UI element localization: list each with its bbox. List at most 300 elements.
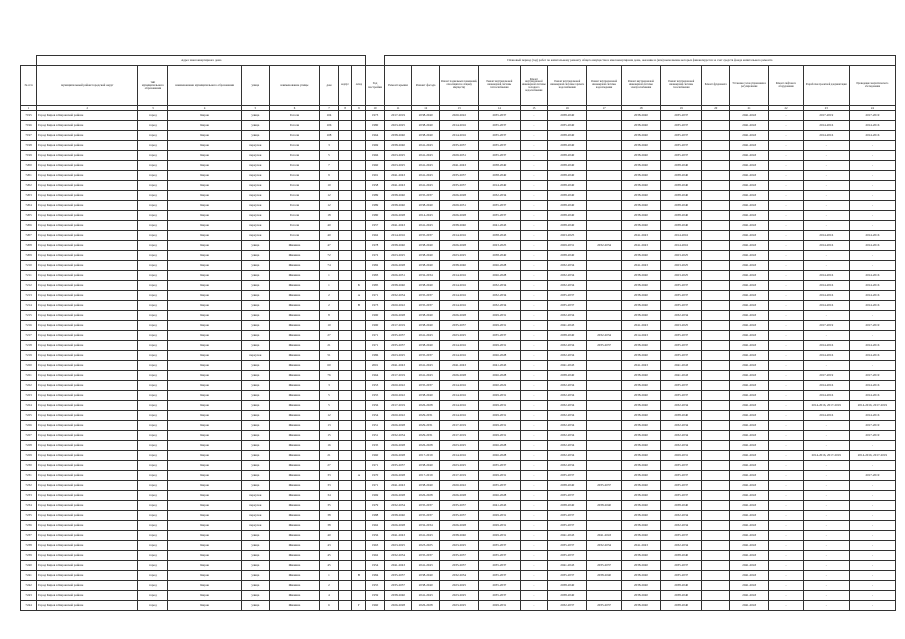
table-cell: -: [803, 591, 849, 601]
table-cell: 2041-2043: [548, 531, 587, 541]
table-row: [21, 591, 896, 601]
table-cell: город: [138, 521, 168, 531]
table-cell: 2035-2037: [479, 111, 520, 121]
table-cell: [587, 131, 622, 141]
table-cell: -: [803, 201, 849, 211]
table-cell: 2041-2043: [730, 331, 769, 341]
table-cell: 60: [320, 361, 338, 371]
table-cell: город: [138, 471, 168, 481]
table-cell: Киров: [168, 601, 242, 611]
table-cell: [338, 551, 352, 561]
col-liter-header: литер: [352, 66, 366, 106]
header-blank: [21, 56, 37, 66]
table-cell: [338, 581, 352, 591]
table-cell: 2038-2040: [621, 381, 660, 391]
table-row: [21, 461, 896, 471]
table-cell: [338, 331, 352, 341]
table-row: [21, 391, 896, 401]
col-facade-header: Ремонт фасада: [412, 66, 440, 106]
col-street-header: наименование улицы: [269, 66, 320, 106]
table-cell: 2026-2028: [384, 451, 412, 461]
table-cell: 2035-2037: [548, 471, 587, 481]
table-cell: Город Киров в Кировской районе: [37, 481, 138, 491]
table-row: [21, 311, 896, 321]
table-cell: 2038-2040: [621, 111, 660, 121]
table-cell: 1986: [366, 351, 384, 361]
table-cell: [587, 291, 622, 301]
table-cell: 2023-2025: [661, 321, 702, 331]
table-cell: 2035-2037: [548, 521, 587, 531]
table-cell: [587, 301, 622, 311]
table-cell: 2038-2040: [621, 441, 660, 451]
table-cell: Киров: [168, 251, 242, 261]
table-cell: Жижина: [269, 271, 320, 281]
table-cell: 9: [320, 171, 338, 181]
table-cell: 2029-2031: [479, 341, 520, 351]
table-cell: 72: [320, 251, 338, 261]
table-cell: город: [138, 241, 168, 251]
table-cell: -: [520, 201, 548, 211]
table-cell: город: [138, 171, 168, 181]
table-cell: 1989: [366, 191, 384, 201]
column-number-cell: 21: [730, 106, 769, 111]
table-cell: Жижина: [269, 381, 320, 391]
table-cell: 2038-2040: [548, 201, 587, 211]
table-cell: Киров: [168, 351, 242, 361]
table-cell: город: [138, 321, 168, 331]
table-cell: 2038-2040: [621, 411, 660, 421]
table-cell: 2038-2040: [548, 131, 587, 141]
table-cell: 7220: [21, 361, 37, 371]
column-number-cell: 11: [384, 106, 412, 111]
table-cell: [587, 581, 622, 591]
table-cell: [338, 571, 352, 581]
table-cell: 2041-2043: [412, 161, 440, 171]
table-cell: 2017-2019: [412, 451, 440, 461]
table-cell: -: [849, 151, 895, 161]
table-cell: 1954: [366, 411, 384, 421]
table-cell: [702, 501, 730, 511]
table-cell: 2035-2037: [661, 571, 702, 581]
table-cell: -: [849, 561, 895, 571]
table-cell: 2038-2040: [621, 581, 660, 591]
table-cell: 7226: [21, 421, 37, 431]
table-cell: 2014-2016: [440, 381, 479, 391]
table-row: [21, 191, 896, 201]
table-cell: 7218: [21, 341, 37, 351]
table-cell: 45: [320, 561, 338, 571]
table-cell: Город Киров в Кировской районе: [37, 551, 138, 561]
table-cell: 2023-2025: [479, 241, 520, 251]
table-cell: 2032-2034: [384, 431, 412, 441]
table-cell: Киров: [168, 121, 242, 131]
table-cell: 2014-2016: [849, 301, 895, 311]
table-cell: 2038-2040: [412, 201, 440, 211]
table-cell: 2041-2043: [730, 511, 769, 521]
table-cell: -: [849, 201, 895, 211]
table-cell: [338, 201, 352, 211]
table-cell: 2041-2043: [548, 361, 587, 371]
table-cell: переулок: [242, 171, 270, 181]
table-cell: 2041-2043: [730, 201, 769, 211]
column-number-cell: 24: [849, 106, 895, 111]
column-number-cell: 16: [548, 106, 587, 111]
table-cell: 5: [320, 401, 338, 411]
table-cell: [338, 241, 352, 251]
table-cell: 2035-2037: [661, 351, 702, 361]
table-cell: [702, 461, 730, 471]
table-cell: -: [769, 231, 804, 241]
table-cell: 2038-2040: [548, 581, 587, 591]
table-cell: Жижина: [269, 291, 320, 301]
table-cell: -: [520, 351, 548, 361]
table-cell: -: [849, 171, 895, 181]
table-cell: 2014-2043: [621, 331, 660, 341]
table-cell: 2014-2016: [803, 241, 849, 251]
table-cell: 7233: [21, 491, 37, 501]
table-cell: город: [138, 421, 168, 431]
column-number-cell: 7: [320, 106, 338, 111]
table-cell: 2035-2037: [548, 541, 587, 551]
table-cell: 2035-2037: [412, 511, 440, 521]
table-cell: Жижина: [269, 321, 320, 331]
table-cell: переулок: [242, 521, 270, 531]
table-cell: [587, 551, 622, 561]
table-cell: 2041-2043: [730, 491, 769, 501]
table-cell: Гоголя: [269, 121, 320, 131]
table-cell: 2041-2043: [384, 531, 412, 541]
table-cell: 2035-2037: [412, 231, 440, 241]
table-cell: -: [520, 471, 548, 481]
table-cell: 2038-2040: [661, 211, 702, 221]
table-cell: Киров: [168, 141, 242, 151]
table-cell: 1972: [366, 251, 384, 261]
table-cell: 40: [320, 221, 338, 231]
table-cell: 1960: [366, 161, 384, 171]
table-cell: Жижина: [269, 431, 320, 441]
table-cell: Киров: [168, 191, 242, 201]
table-cell: 2014-2016: [803, 301, 849, 311]
table-cell: 2026-2028: [479, 491, 520, 501]
table-cell: 2029-2031: [479, 391, 520, 401]
table-cell: Киров: [168, 301, 242, 311]
table-cell: 2026-2028: [412, 601, 440, 611]
table-cell: 2035-2037: [661, 461, 702, 471]
table-cell: [338, 421, 352, 431]
table-cell: 2038-2040: [621, 211, 660, 221]
table-cell: 2038-2040: [384, 141, 412, 151]
table-cell: город: [138, 311, 168, 321]
table-cell: 2032-2034: [661, 521, 702, 531]
table-cell: 2041-2043: [730, 451, 769, 461]
table-cell: 6: [320, 601, 338, 611]
table-cell: -: [769, 161, 804, 171]
table-cell: 7210: [21, 261, 37, 271]
table-cell: 2035-2037: [412, 501, 440, 511]
table-cell: 7198: [21, 141, 37, 151]
table-cell: Город Киров в Кировской районе: [37, 541, 138, 551]
table-cell: 2026-2028: [384, 491, 412, 501]
table-cell: улица: [242, 271, 270, 281]
table-cell: 21: [320, 341, 338, 351]
table-cell: 1951: [366, 421, 384, 431]
table-cell: [352, 391, 366, 401]
table-cell: Город Киров в Кировской районе: [37, 291, 138, 301]
table-cell: Жижина: [269, 341, 320, 351]
table-cell: 2041-2043: [412, 181, 440, 191]
table-cell: 2041-2043: [730, 291, 769, 301]
table-cell: 7207: [21, 231, 37, 241]
table-cell: переулок: [242, 511, 270, 521]
table-cell: Киров: [168, 391, 242, 401]
table-cell: улица: [242, 341, 270, 351]
table-cell: 2038-2040: [621, 461, 660, 471]
table-cell: В: [352, 301, 366, 311]
table-cell: Гоголя: [269, 111, 320, 121]
table-cell: [702, 341, 730, 351]
col-meters-header: Установка узлов управления и регулирования: [730, 66, 769, 106]
table-cell: -: [769, 501, 804, 511]
table-cell: 2026-2028: [479, 371, 520, 381]
table-cell: 35: [320, 501, 338, 511]
table-cell: Киров: [168, 441, 242, 451]
table-cell: Гоголя: [269, 181, 320, 191]
table-cell: 2014-2016: [803, 271, 849, 281]
table-cell: -: [849, 211, 895, 221]
table-cell: 7237: [21, 531, 37, 541]
table-cell: город: [138, 351, 168, 361]
table-cell: 2035-2037: [587, 561, 622, 571]
table-cell: -: [520, 281, 548, 291]
table-row: [21, 251, 896, 261]
table-cell: 2014-2016: [849, 271, 895, 281]
table-cell: 2029-2031: [479, 421, 520, 431]
table-cell: [352, 491, 366, 501]
column-number-cell: 23: [803, 106, 849, 111]
table-cell: 10: [320, 181, 338, 191]
table-cell: -: [803, 361, 849, 371]
table-cell: 2029-2031: [479, 471, 520, 481]
table-cell: 2038-2040: [479, 171, 520, 181]
table-cell: город: [138, 271, 168, 281]
table-cell: 2026-2028: [384, 421, 412, 431]
table-cell: -: [769, 491, 804, 501]
table-cell: 2017-2019: [849, 471, 895, 481]
table-cell: 18: [320, 211, 338, 221]
table-cell: Киров: [168, 401, 242, 411]
table-cell: 2038-2040: [548, 191, 587, 201]
table-cell: переулок: [242, 141, 270, 151]
table-cell: -: [520, 211, 548, 221]
table-cell: 2038-2040: [621, 181, 660, 191]
table-cell: 2038-2040: [548, 141, 587, 151]
table-cell: 2041-2043: [384, 221, 412, 231]
table-cell: 2032-2034: [548, 441, 587, 451]
col-design-header: Разработка проектной документации: [803, 66, 849, 106]
table-cell: -: [803, 461, 849, 471]
col-roof-header: Ремонт крыши: [384, 66, 412, 106]
table-cell: Киров: [168, 181, 242, 191]
table-cell: Киров: [168, 521, 242, 531]
table-cell: 2026-2028: [440, 521, 479, 531]
table-cell: 1966: [366, 151, 384, 161]
table-cell: город: [138, 601, 168, 611]
table-cell: [702, 351, 730, 361]
table-cell: -: [769, 291, 804, 301]
table-cell: Город Киров в Кировской районе: [37, 191, 138, 201]
table-cell: Гоголя: [269, 131, 320, 141]
table-cell: 1953: [366, 381, 384, 391]
table-cell: улица: [242, 241, 270, 251]
table-cell: Киров: [168, 221, 242, 231]
table-cell: улица: [242, 281, 270, 291]
table-cell: Жижина: [269, 481, 320, 491]
table-cell: Киров: [168, 241, 242, 251]
table-cell: 7197: [21, 131, 37, 141]
table-cell: -: [769, 571, 804, 581]
table-cell: 2041-2043: [730, 601, 769, 611]
table-cell: 2035-2037: [440, 511, 479, 521]
table-cell: 2041-2043: [730, 341, 769, 351]
table-cell: -: [849, 221, 895, 231]
table-cell: улица: [242, 361, 270, 371]
table-cell: 2035-2037: [479, 131, 520, 141]
table-cell: [702, 361, 730, 371]
table-cell: -: [803, 491, 849, 501]
table-cell: 2038-2040: [440, 221, 479, 231]
table-cell: 1971: [366, 461, 384, 471]
table-cell: 1980: [366, 211, 384, 221]
table-cell: 2035-2037: [479, 461, 520, 471]
table-cell: 2026-2028: [412, 401, 440, 411]
table-cell: Киров: [168, 431, 242, 441]
table-cell: 2041-2043: [730, 591, 769, 601]
table-cell: 2032-2034: [661, 311, 702, 321]
table-cell: 2038-2040: [621, 311, 660, 321]
table-cell: 12: [320, 411, 338, 421]
table-cell: [338, 501, 352, 511]
table-cell: -: [849, 581, 895, 591]
table-cell: улица: [242, 551, 270, 561]
table-cell: 10: [320, 321, 338, 331]
table-cell: 40: [320, 531, 338, 541]
table-cell: -: [520, 271, 548, 281]
table-cell: Город Киров в Кировской районе: [37, 281, 138, 291]
table-cell: Жижина: [269, 411, 320, 421]
table-cell: 2023-2025: [440, 601, 479, 611]
table-cell: 2041-2043: [730, 561, 769, 571]
header-blank-2: [366, 56, 384, 66]
table-cell: Киров: [168, 561, 242, 571]
table-cell: -: [849, 571, 895, 581]
table-cell: Киров: [168, 311, 242, 321]
table-cell: 2035-2040: [548, 121, 587, 131]
table-cell: 2032-2034: [661, 511, 702, 521]
table-cell: 2038-2040: [412, 581, 440, 591]
table-cell: 2038-2040: [548, 151, 587, 161]
table-cell: 2035-2037: [384, 331, 412, 341]
table-cell: 1971: [366, 291, 384, 301]
table-cell: Киров: [168, 171, 242, 181]
table-cell: 2029-2031: [440, 151, 479, 161]
table-cell: 2026-2031: [384, 271, 412, 281]
table-cell: 2014-2016: [803, 381, 849, 391]
table-cell: 2041-2043: [730, 251, 769, 261]
table-cell: 2038-2040: [548, 111, 587, 121]
table-cell: [702, 401, 730, 411]
table-cell: город: [138, 141, 168, 151]
table-cell: [338, 381, 352, 391]
table-cell: 2035-2037: [384, 461, 412, 471]
table-cell: улица: [242, 541, 270, 551]
table-cell: [338, 171, 352, 181]
column-number-cell: 13: [440, 106, 479, 111]
table-cell: [338, 121, 352, 131]
table-cell: город: [138, 341, 168, 351]
table-cell: 2014-2016: [803, 131, 849, 141]
table-cell: Жижина: [269, 521, 320, 531]
table-row: [21, 361, 896, 371]
table-cell: 2026-2028: [440, 491, 479, 501]
table-cell: 2041-2043: [730, 441, 769, 451]
table-cell: 2038-2040: [621, 151, 660, 161]
table-cell: 2038-2040: [621, 191, 660, 201]
table-cell: [587, 171, 622, 181]
table-cell: 2029-2031: [479, 321, 520, 331]
table-cell: 2038-2040: [412, 461, 440, 471]
table-cell: 2035-2037: [440, 141, 479, 151]
table-cell: Б: [352, 281, 366, 291]
table-cell: 2032-2034: [548, 421, 587, 431]
table-cell: 2035-2037: [661, 141, 702, 151]
table-cell: 2035-2037: [384, 571, 412, 581]
table-cell: Жижина: [269, 571, 320, 581]
table-cell: -: [769, 201, 804, 211]
table-cell: [352, 551, 366, 561]
table-cell: 2038-2040: [621, 481, 660, 491]
table-cell: 2038-2040: [621, 251, 660, 261]
table-cell: [702, 441, 730, 451]
table-cell: 2014-2016: [440, 231, 479, 241]
table-cell: 2038-2040: [621, 521, 660, 531]
table-cell: 2: [320, 291, 338, 301]
table-cell: 2038-2040: [412, 391, 440, 401]
table-row: [21, 481, 896, 491]
table-cell: 2041-2043: [730, 571, 769, 581]
table-cell: Город Киров в Кировской районе: [37, 351, 138, 361]
table-cell: -: [520, 241, 548, 251]
table-cell: 40: [320, 231, 338, 241]
table-cell: [338, 221, 352, 231]
table-cell: 2032-2034: [548, 451, 587, 461]
table-cell: -: [520, 431, 548, 441]
table-cell: -: [803, 331, 849, 341]
table-cell: 1982: [366, 261, 384, 271]
table-cell: [352, 131, 366, 141]
table-cell: 38: [320, 521, 338, 531]
table-cell: [702, 581, 730, 591]
table-cell: [338, 601, 352, 611]
table-cell: [352, 111, 366, 121]
table-cell: Город Киров в Кировской районе: [37, 231, 138, 241]
table-cell: 2032-2034: [412, 271, 440, 281]
table-cell: 7209: [21, 251, 37, 261]
table-cell: Жижина: [269, 471, 320, 481]
table-cell: -: [769, 481, 804, 491]
table-cell: 2029-2031: [479, 521, 520, 531]
col-elev-header: Ремонт лифтового оборудования: [769, 66, 804, 106]
table-cell: [338, 181, 352, 191]
